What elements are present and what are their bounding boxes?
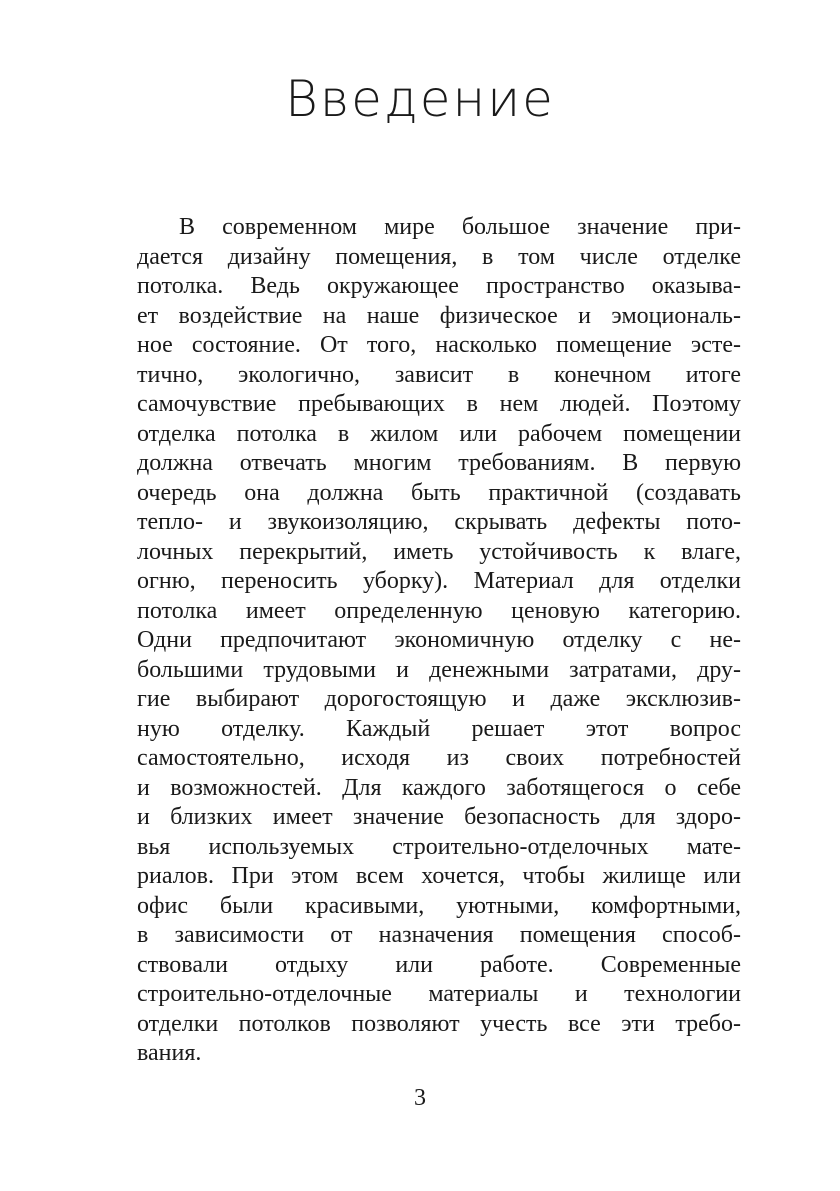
paragraph-line: вья используемых строительно-отделочных мате- [137, 833, 741, 860]
page-number: 3 [414, 1085, 426, 1111]
paragraph-line: отделка потолка в жилом или рабочем помещении [137, 420, 741, 447]
paragraph-line: большими трудовыми и денежными затратами, дру- [137, 656, 741, 683]
paragraph-line: дается дизайну помещения, в том числе отделке [137, 243, 741, 270]
paragraph-line: ствовали отдыху или работе. Современные [137, 951, 741, 978]
paragraph-line: тепло- и звукоизоляцию, скрывать дефекты пото- [137, 509, 741, 535]
paragraph-line: ное состояние. От того, насколько помещение эсте- [137, 332, 741, 358]
paragraph-line: потолка. Ведь окружающее пространство оказыва- [137, 273, 741, 299]
paragraph-line: в зависимости от назначения помещения способ- [137, 922, 741, 948]
paragraph-line: и близких имеет значение безопасность для здоро- [137, 804, 741, 830]
paragraph-line: самостоятельно, исходя из своих потребностей [137, 745, 741, 771]
paragraph-line: лочных перекрытий, иметь устойчивость к влаге, [137, 538, 741, 565]
paragraph-line: вания. [137, 1040, 202, 1066]
paragraph-line: В современном мире большое значение при- [179, 214, 741, 240]
paragraph-line: строительно-отделочные материалы и технологии [137, 981, 741, 1007]
paragraph-line: и возможностей. Для каждого заботящегося о себе [137, 774, 741, 801]
paragraph-line: потолка имеет определенную ценовую категорию. [137, 597, 741, 624]
paragraph-line: должна отвечать многим требованиям. В первую [137, 450, 741, 476]
chapter-title: Введение [285, 70, 555, 128]
paragraph-line: тично, экологично, зависит в конечном итоге [137, 361, 741, 388]
paragraph-line: гие выбирают дорогостоящую и даже эксклюзив- [137, 686, 741, 712]
paragraph-line: ет воздействие на наше физическое и эмоциональ- [137, 302, 741, 329]
paragraph-line: Одни предпочитают экономичную отделку с не- [137, 627, 741, 653]
paragraph-line: огню, переносить уборку). Материал для отделки [137, 568, 741, 594]
paragraph-line: очередь она должна быть практичной (создавать [137, 479, 741, 506]
paragraph-line: офис были красивыми, уютными, комфортными, [137, 892, 741, 919]
paragraph-line: самочувствие пребывающих в нем людей. Поэтому [137, 391, 741, 417]
paragraph-line: риалов. При этом всем хочется, чтобы жилище или [137, 863, 741, 889]
body-paragraph [137, 213, 741, 1069]
paragraph-line: ную отделку. Каждый решает этот вопрос [137, 715, 741, 742]
paragraph-line: отделки потолков позволяют учесть все эти требо- [137, 1010, 741, 1037]
